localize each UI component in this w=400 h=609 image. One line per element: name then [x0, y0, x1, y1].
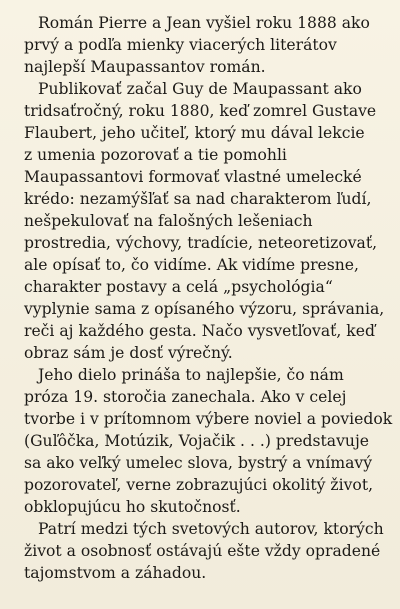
text-line: obraz sám je dosť výrečný. — [24, 344, 233, 362]
text-line: reči aj každého gesta. Načo vysvetľovať, keď — [24, 322, 375, 340]
text-line: sa ako veľký umelec slova, bystrý a vnímavý — [24, 454, 373, 472]
paragraph-2 — [24, 78, 396, 364]
text-line: próza 19. storočia zanechala. Ako v celej — [24, 388, 347, 406]
text-line: z umenia pozorovať a tie pomohli — [24, 146, 287, 164]
text-line: život a osobnosť ostávajú ešte vždy opradené — [24, 542, 381, 560]
paragraph-3 — [24, 364, 396, 518]
text-line: krédo: nezamýšľať sa nad charakterom ľudí, — [24, 190, 372, 208]
text-line: prostredia, výchovy, tradície, neteoretizovať, — [24, 234, 378, 252]
paragraph-4 — [24, 518, 396, 584]
text-line: nešpekulovať na falošných lešeniach — [24, 212, 313, 230]
text-line: prvý a podľa mienky viacerých literátov — [24, 36, 337, 54]
text-line: vyplynie sama z opísaného výzoru, správania, — [24, 300, 385, 318]
text-line: (Guľôčka, Motúzik, Vojačik . . .) predstavuje — [24, 432, 370, 450]
text-line: pozorovateľ, verne zobrazujúci okolitý život, — [24, 476, 374, 494]
text-line: Publikovať začal Guy de Maupassant ako — [38, 80, 362, 98]
paragraph-1 — [24, 12, 396, 78]
text-line: Maupassantovi formovať vlastné umelecké — [24, 168, 362, 186]
text-line: Jeho dielo prináša to najlepšie, čo nám — [38, 366, 344, 384]
text-line: tajomstvom a záhadou. — [24, 564, 207, 582]
body-text — [24, 12, 396, 584]
text-line: tvorbe i v prítomnom výbere noviel a poviedok — [24, 410, 393, 428]
text-line: obklopujúcu ho skutočnosť. — [24, 498, 241, 516]
text-line: tridsaťročný, roku 1880, keď zomrel Gustave — [24, 102, 377, 120]
text-line: Patrí medzi tých svetových autorov, ktorých — [38, 520, 384, 538]
text-line: charakter postavy a celá „psychológia“ — [24, 278, 333, 296]
text-line: Flaubert, jeho učiteľ, ktorý mu dával lekcie — [24, 124, 365, 142]
text-line: najlepší Maupassantov román. — [24, 58, 266, 76]
text-line: ale opísať to, čo vidíme. Ak vidíme presne, — [24, 256, 359, 274]
text-line: Román Pierre a Jean vyšiel roku 1888 ako — [38, 14, 370, 32]
